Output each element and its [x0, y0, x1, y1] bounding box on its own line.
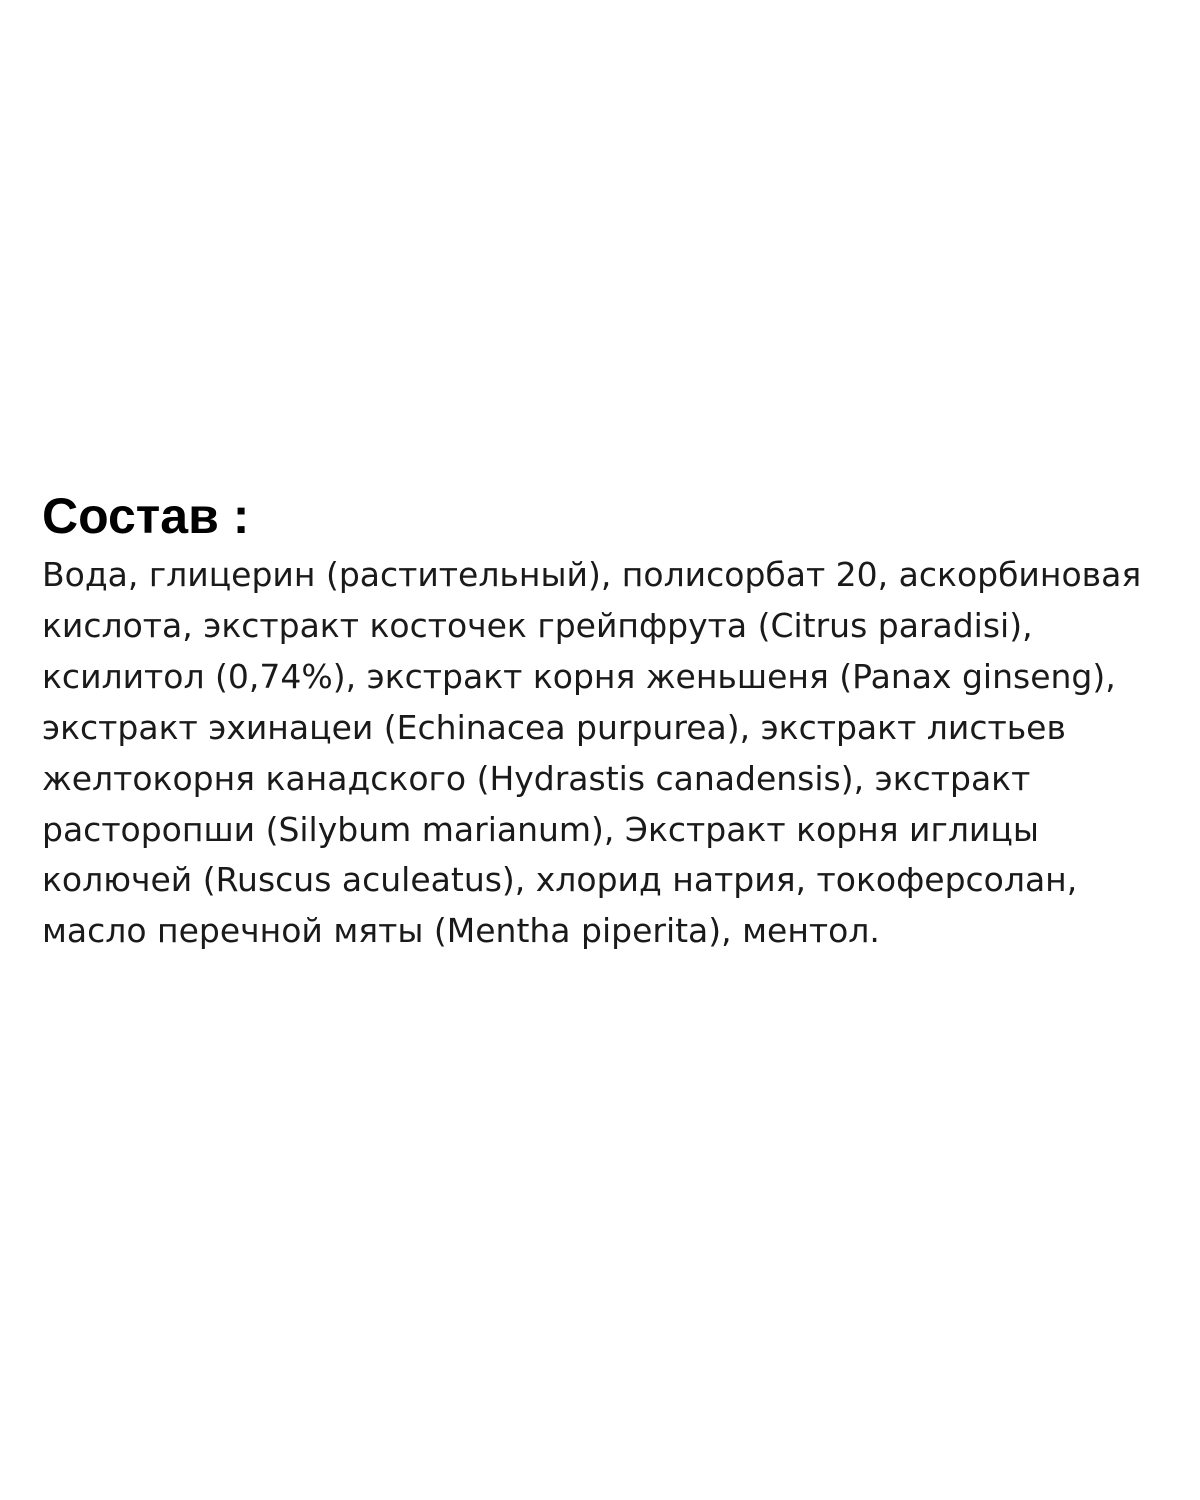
ingredients-line: Вода, глицерин (растительный), полисорбат 20, аскорбиновая [42, 555, 1142, 594]
ingredients-line: масло перечной мяты (Mentha piperita), ментол. [42, 911, 880, 951]
ingredients-line: кислота, экстракт косточек грейпфрута (Citrus paradisi), [42, 605, 1033, 645]
ingredients-line: колючей (Ruscus aculeatus), хлорид натрия, токоферсолан, [42, 860, 1078, 900]
ingredients-line: ксилитол (0,74%), экстракт корня женьшеня (Panax ginseng), [42, 656, 1116, 696]
ingredients-line: желтокорня канадского (Hydrastis canadensis), экстракт [42, 758, 1031, 798]
ingredients-line: расторопши (Silybum marianum), Экстракт корня иглицы [42, 809, 1039, 849]
composition-block [42, 486, 1182, 957]
composition-title: Состав : [42, 488, 250, 544]
ingredients-line: экстракт эхинацеи (Echinacea purpurea), экстракт листьев [42, 707, 1066, 747]
ingredients-text [42, 550, 1182, 957]
